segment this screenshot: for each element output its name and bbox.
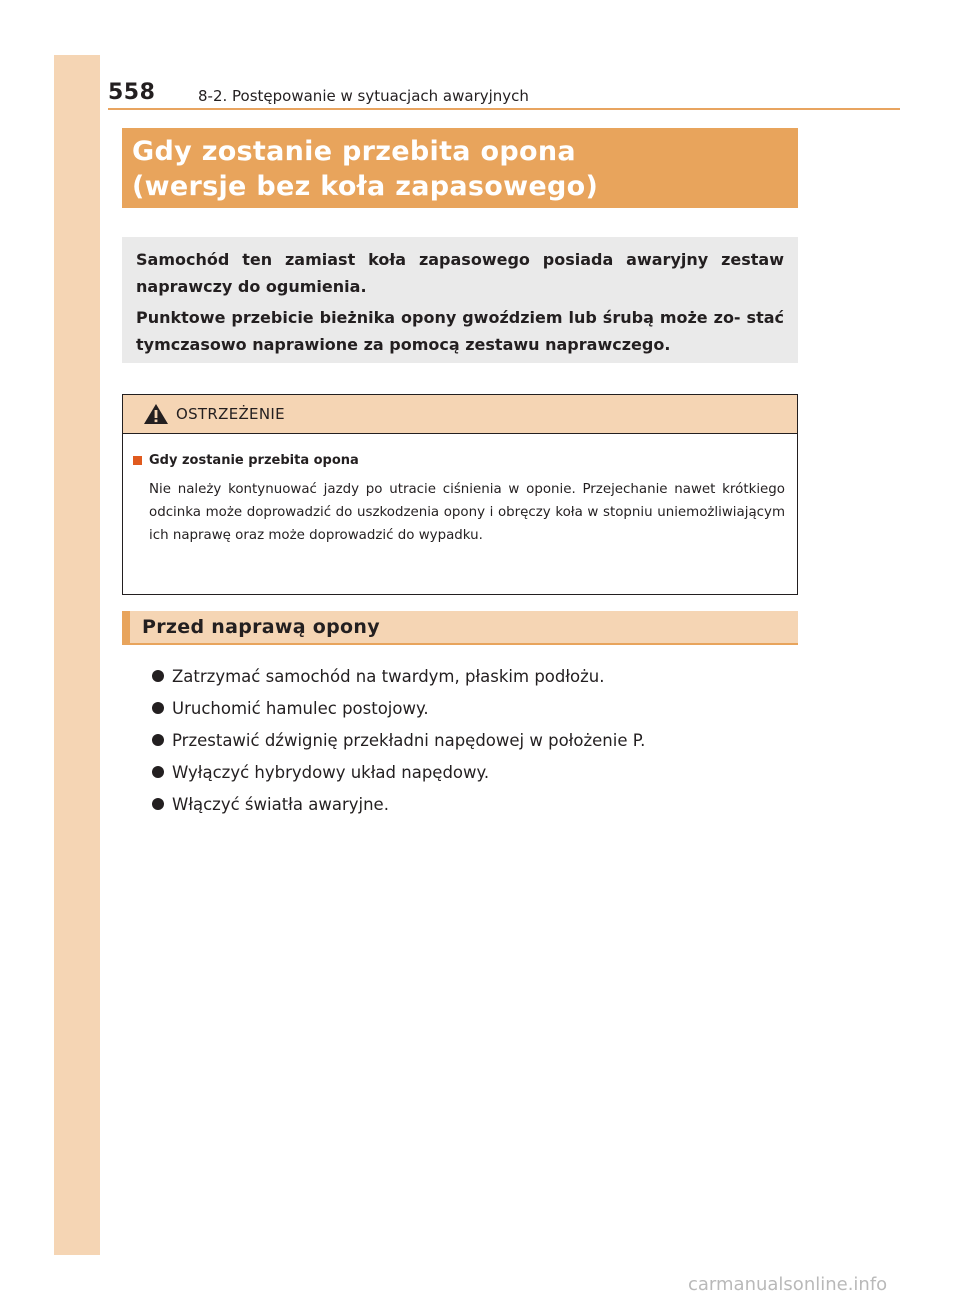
list-item-text: Przestawić dźwignię przekładni napędowej w położenie P. bbox=[172, 730, 646, 750]
section-heading: Przed naprawą opony bbox=[122, 611, 798, 645]
list-item-text: Włączyć światła awaryjne. bbox=[172, 794, 389, 814]
warning-triangle-icon bbox=[143, 403, 169, 425]
page-number: 558 bbox=[108, 80, 156, 105]
page-title-line-1: Gdy zostanie przebita opona bbox=[132, 136, 576, 167]
warning-body bbox=[123, 434, 797, 547]
list-item bbox=[152, 756, 645, 788]
warning-item-title-text: Gdy zostanie przebita opona bbox=[149, 452, 359, 468]
bullet-icon bbox=[152, 670, 164, 682]
list-item bbox=[152, 660, 645, 692]
watermark: carmanualsonline.info bbox=[688, 1274, 888, 1295]
bullet-icon bbox=[152, 798, 164, 810]
list-item-text: Wyłączyć hybrydowy układ napędowy. bbox=[172, 762, 490, 782]
step-list bbox=[152, 660, 645, 820]
bullet-icon bbox=[152, 766, 164, 778]
list-item bbox=[152, 692, 645, 724]
list-item-text: Zatrzymać samochód na twardym, płaskim podłożu. bbox=[172, 666, 605, 686]
warning-item-title bbox=[133, 450, 785, 470]
intro-paragraph-2: Punktowe przebicie bieżnika opony gwoździem lub śrubą może zo- stać tymczasowo naprawione za pomocą zestawu naprawczego. bbox=[136, 308, 784, 354]
bullet-icon bbox=[152, 734, 164, 746]
bullet-icon bbox=[152, 702, 164, 714]
list-item bbox=[152, 724, 645, 756]
header-section-title: 8-2. Postępowanie w sytuacjach awaryjnych bbox=[198, 87, 529, 105]
square-marker-icon bbox=[133, 456, 142, 465]
intro-box bbox=[122, 237, 798, 363]
list-item bbox=[152, 788, 645, 820]
side-color-strip bbox=[54, 55, 100, 1255]
intro-paragraph-1: Samochód ten zamiast koła zapasowego posiada awaryjny zestaw naprawczy do ogumienia. bbox=[136, 250, 784, 296]
warning-text: Nie należy kontynuować jazdy po utracie ciśnienia w oponie. Przejechanie nawet krótkiego odcinka może doprowadzić do uszkodzenia opony i obręczy koła w stopniu uniemożliwiającym ich naprawę oraz może doprowadzić do wypadku. bbox=[149, 482, 785, 543]
warning-label: OSTRZEŻENIE bbox=[176, 405, 285, 423]
warning-box bbox=[122, 394, 798, 595]
page-title-line-2: (wersje bez koła zapasowego) bbox=[132, 171, 599, 202]
page-header bbox=[108, 78, 900, 110]
warning-header bbox=[123, 395, 797, 434]
page-title bbox=[122, 128, 798, 208]
list-item-text: Uruchomić hamulec postojowy. bbox=[172, 698, 429, 718]
